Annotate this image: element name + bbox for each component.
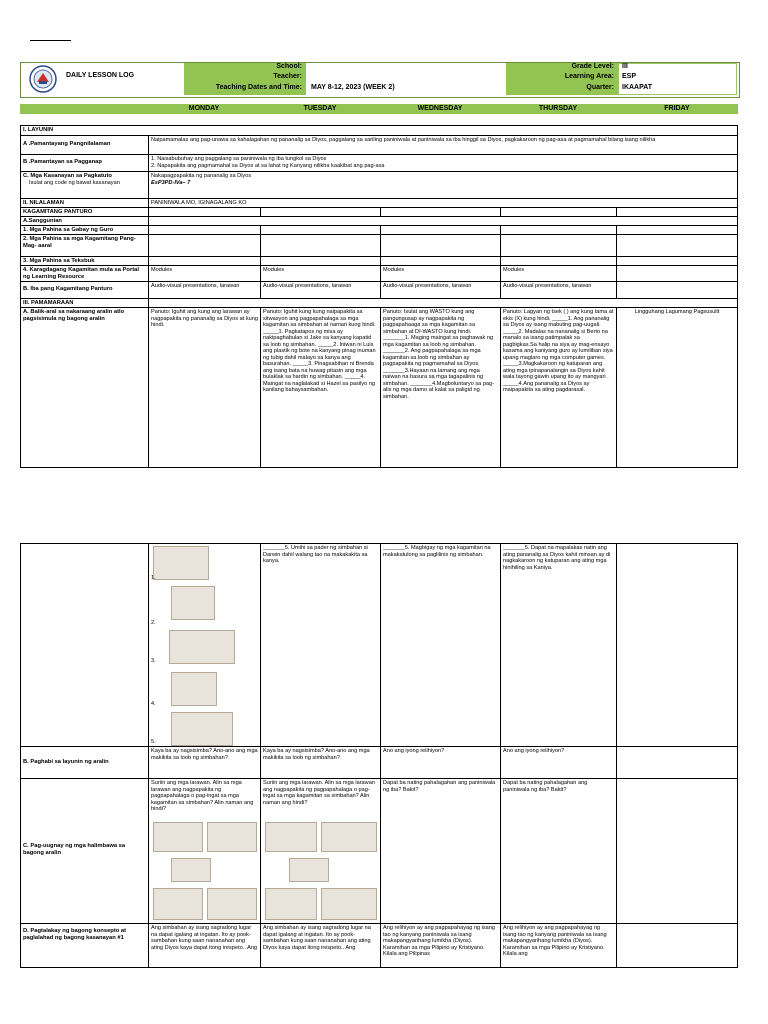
blank-5: 5. (151, 739, 156, 745)
teacher-label: Teacher: (273, 73, 302, 80)
paguugnay-tue: Suriin ang mga larawan. Alin sa mga larawan ang nagpapakita ng pagpapahalaga o pag-ingat sa mga kagamitan sa simbahan? Alin naman ang hindi? (261, 779, 381, 924)
t-tue (261, 257, 381, 266)
paghabi-thu: Ano ang iyong relihiyon? (501, 747, 617, 779)
nilalaman-text: PANINIWALA MO, IGINAGALANG KO (149, 199, 738, 208)
row-c-code: EsP3PD-IVa– 7 (151, 179, 191, 186)
church-picture-4 (153, 888, 203, 920)
blank-3: 3. (151, 658, 156, 664)
cont-wed: _______5. Magbigay ng mga kagamitan na makakatulong sa paglilinis ng simbahan. (381, 544, 501, 747)
balik-thu: Panuto: Lagyan ng tsek ( ) ang kung tama at ekis (X) kung hindi. _____1. Ang pananalig sa Diyos ay isang mabuting pag-uugali. _____2. Madalas na nananalig si Berto na manalo sa isang patimpalak sa pagbigkas.Sa halip na siya ay mag-ensayo kasama ang kaniyang guro ay lumiliban siya upang maglaro ng mga computer games. _____3.Magkakaroon ng katuparan ang ating mga ipinapanalangin sa Diyos kahit wala tayong gawin upang ito ay mangyari . _____4.Ang pananalig sa Diyos ay maipapakita sa ating pagdarasal. (501, 308, 617, 468)
paghabi-fri (617, 747, 738, 779)
paghabi-tue: Kaya ba ay nagsisimba? Ano-ano ang mga makikita sa loob ng simbahan? (261, 747, 381, 779)
section-layunin: I. LAYUNIN (21, 126, 738, 136)
dates-label: Teaching Dates and Time: (215, 84, 302, 91)
church-picture-6 (265, 822, 317, 852)
row-a-text: Naipamamalas ang pag-unawa sa kahalagahan ng pananalig sa Diyos, paggalang sa sariling paniniwala at paniniwala sa iba hinggil sa Diyos, pagkakaroon ng pag-asa at pagmamahal bilang isang nilikha (149, 136, 738, 155)
area-label: Learning Area: (564, 73, 614, 80)
paghabi-mon: Kaya ba ay nagsisimba? Ano-ano ang mga makikita sa loob ng simbahan? (149, 747, 261, 779)
paguugnay-thu: Dapat ba nating pahalagahan ang paniniwala ng iba? Bakit? (501, 779, 617, 924)
kr-mon: Modules (149, 266, 261, 282)
paghabi-label: B. Paghabi sa layunin ng aralin (21, 747, 149, 779)
pagtalakay-label: D. Pagtalakay ng bagong konsepto at paglalahad ng bagong kasanayan #1 (21, 924, 149, 968)
section-kagamitan: KAGAMITANG PANTURO (21, 208, 149, 217)
kr-thu: Modules (501, 266, 617, 282)
kp-tue (261, 235, 381, 257)
karagdagang-label: 4. Karagdagang Kagamitan mula sa Portal ng Learning Resource (21, 266, 149, 282)
day-wednesday: WEDNESDAY (417, 105, 463, 112)
g-tue (261, 226, 381, 235)
kr-wed: Modules (381, 266, 501, 282)
row-b-label: B .Pamantayan sa Pagganap (21, 155, 149, 172)
pagtalakay-fri (617, 924, 738, 968)
cont-fri (617, 544, 738, 747)
lesson-table-1 (20, 125, 738, 468)
paghabi-wed: Ano ang iyong relihiyon? (381, 747, 501, 779)
ib-mon: Audio-visual presentations, larawan (149, 282, 261, 299)
pagtalakay-thu: Ang relihiyon ay ang pagpapahayag ng isang tao ng kanyang paniniwala sa isang makapangyarihang lumikha (Diyos). Karamihan sa mga Pilipino ay Kristiyano. Kilala ang (501, 924, 617, 968)
ib-thu: Audio-visual presentations, larawan (501, 282, 617, 299)
pagtalakay-mon: Ang simbahan ay isang sagradong lugar na dapat igalang at ingatan. Ito ay pook-sambahan kung saan nananahan ang ating Diyos kaya dapat itong irespeto.. Ang (149, 924, 261, 968)
row-b-line-1: 1. Naisabubuhay ang paggalang sa paniniwala ng iba tungkol sa Diyos (151, 156, 327, 162)
day-thursday: THURSDAY (538, 105, 578, 112)
teksbuk-label: 3. Mga Pahina sa Teksbuk (21, 257, 149, 266)
ib-fri (617, 282, 738, 299)
cont-tue: _______5. Umihi sa pader ng simbahan si Darwin dahil walang tao na makakakita sa kanya. (261, 544, 381, 747)
cont-thu: _______5. Dapat na mapalakas natin ang ating pananalig sa Diyos kahit minsan ay di nagkakaroon ng katuparan ang ating mga hinihiling sa Kaniya. (501, 544, 617, 747)
blank-1: 1. (151, 575, 156, 581)
row-c-title: C. Mga Kasanayan sa Pagkatuto (23, 173, 112, 179)
sanggunian-row (149, 217, 738, 226)
church-picture-9 (265, 888, 317, 920)
row-a-label: A .Pamantayang Pangnilalaman (21, 136, 149, 155)
cont-label (21, 544, 149, 747)
church-picture-1 (153, 822, 203, 852)
church-picture-10 (321, 888, 377, 920)
quarter-value: IKAAPAT (622, 84, 653, 91)
picture-1 (153, 546, 209, 580)
picture-2 (171, 586, 215, 620)
k-thu (501, 208, 617, 217)
k-tue (261, 208, 381, 217)
g-mon (149, 226, 261, 235)
paguugnay-wed: Dapat ba nating pahalagahan ang paniniwala ng iba? Bakit? (381, 779, 501, 924)
pagtalakay-tue: Ang simbahan ay isang sagradong lugar na dapat igalang at ingatan. Ito ay pook-sambahan kung saan nananahan ang ating Diyos kaya dapat itong irespeto.. Ang (261, 924, 381, 968)
church-picture-5 (207, 888, 257, 920)
top-line (30, 40, 71, 41)
pagtalakay-wed: Ang relihiyon ay ang pagpapahayag ng isang tao ng kanyang paniniwala sa isang makapangyarihang lumikha (Diyos). Karamihan sa mga Pilipino ay Kristiyano. Kilala ang Pilipinas (381, 924, 501, 968)
day-tuesday: TUESDAY (303, 105, 337, 112)
row-c-competency: Nakapagpapakita ng pananalig sa Diyos (151, 173, 252, 179)
blank-2: 2. (151, 620, 156, 626)
deped-seal-icon (24, 64, 62, 94)
row-c-label (21, 172, 149, 199)
k-fri (617, 208, 738, 217)
church-picture-8 (289, 858, 329, 882)
g-wed (381, 226, 501, 235)
church-picture-2 (207, 822, 257, 852)
grade-label: Grade Level: (571, 63, 614, 70)
picture-5 (171, 712, 233, 746)
balik-aral-label: A. Balik-aral sa nakaraang aralin atlo pagsisimula ng bagong aralin (21, 308, 149, 468)
kp-thu (501, 235, 617, 257)
lesson-table-2 (20, 543, 738, 968)
row-c-sub: Isulat ang code ng bawat kasanayan (29, 179, 120, 186)
pamamaraan-row (149, 299, 738, 308)
section-pamamaraan: III. PAMAMARAAN (21, 299, 149, 308)
kp-fri (617, 235, 738, 257)
day-monday: MONDAY (188, 105, 220, 112)
ib-wed: Audio-visual presentations, larawan (381, 282, 501, 299)
school-label: School: (276, 63, 302, 70)
picture-4 (171, 672, 217, 706)
kp-wed (381, 235, 501, 257)
kp-mon (149, 235, 261, 257)
sanggunian-label: A.Sanggunian (21, 217, 149, 226)
section-nilalaman: II. NILALAMAN (21, 199, 149, 208)
kagamitang-pang-label: 2. Mga Pahina sa mga Kagamitang Pang- Mag- aaral (21, 235, 149, 257)
g-fri (617, 226, 738, 235)
day-friday: FRIDAY (664, 105, 690, 112)
balik-fri: Lingguhang Lagumang Pagsusulit (617, 308, 738, 468)
t-wed (381, 257, 501, 266)
kr-fri (617, 266, 738, 282)
g-thu (501, 226, 617, 235)
t-fri (617, 257, 738, 266)
k-mon (149, 208, 261, 217)
paguugnay-fri (617, 779, 738, 924)
quarter-label: Quarter: (586, 84, 614, 91)
k-wed (381, 208, 501, 217)
dates-value: MAY 8-12, 2023 (WEEK 2) (311, 84, 395, 91)
paguugnay-mon: Suriin ang mga larawan. Alin sa mga larawan ang nagpapakita ng pagpapahalaga o pag-ingat sa mga kagamitan sa simbahan? Alin naman ang hindi? (149, 779, 261, 924)
row-b-text (149, 155, 738, 172)
t-thu (501, 257, 617, 266)
dll-title: DAILY LESSON LOG (66, 72, 135, 79)
grade-value: III (622, 63, 628, 70)
gabay-label: 1. Mga Pahina sa Gabay ng Guro (21, 226, 149, 235)
area-value: ESP (622, 73, 637, 80)
balik-mon: Panuto: Iguhit ang kung ang larawan ay nagpapakita ng pananalig sa Diyos at kung hindi. (149, 308, 261, 468)
blank-4: 4. (151, 701, 156, 707)
t-mon (149, 257, 261, 266)
row-c-text (149, 172, 738, 199)
picture-3 (169, 630, 235, 664)
church-picture-3 (171, 858, 211, 882)
balik-wed: Panuto: Isulat ang WASTO kung ang pangungusap ay nagpapakita ng pagpapahaaga sa mga kagamitan sa simbahan at DI-WASTO kung hindi. _______1. Maging maingat sa paghawak ng mga kagamitan sa loob ng simbahan. _______2. Ang pagpapahalaga sa mga kagamitan sa loob ng simbahan ay pagpapakita ng pagmamahal sa Diyos. _______3.Hayaan na lamang ang mga naiwan na basura sa mga tagapalinis ng simbahan. _______4.Magboluntaryo sa pag-alis ng mga damo at kalat sa paligid ng simbahan. (381, 308, 501, 468)
days-bar (20, 104, 738, 114)
iba-pang-label: B. Iba pang Kagamitang Panturo (21, 282, 149, 299)
row-b-line-2: 2. Napapakita ang pagmamahal sa Diyos at sa lahat ng Kanyang nilikha kaakibat ang pag-asa (151, 162, 385, 169)
paguugnay-label: C. Pag-uugnay ng mga halimbawa sa bagong aralin (21, 779, 149, 924)
ib-tue: Audio-visual presentations, larawan (261, 282, 381, 299)
balik-tue: Panuto: Iguhit kung kung naipapakita sa sitwasyon ang pagpapahalaga sa mga kagamitan sa simbahan at naman kung hindi. _____1. Pagkatapos ng misa ay nakipaghabulan si Jake sa kanyang kapatid sa loob ng simbahan. _____2. Iniwan ni Luis ang plastik ng bote na kanyang pinag inuman ng tubig dahil malayo sa kanya ang basurahan. _____3. Pinagsabihan ni Brenda ang isang bata na huwag pitasin ang mga bulaklak sa hardin ng simbahan. _____4. Maingat na naglalakad si Hazel sa pasilyo ng kanilang bahaysambahan. (261, 308, 381, 468)
church-picture-7 (321, 822, 377, 852)
kr-tue: Modules (261, 266, 381, 282)
